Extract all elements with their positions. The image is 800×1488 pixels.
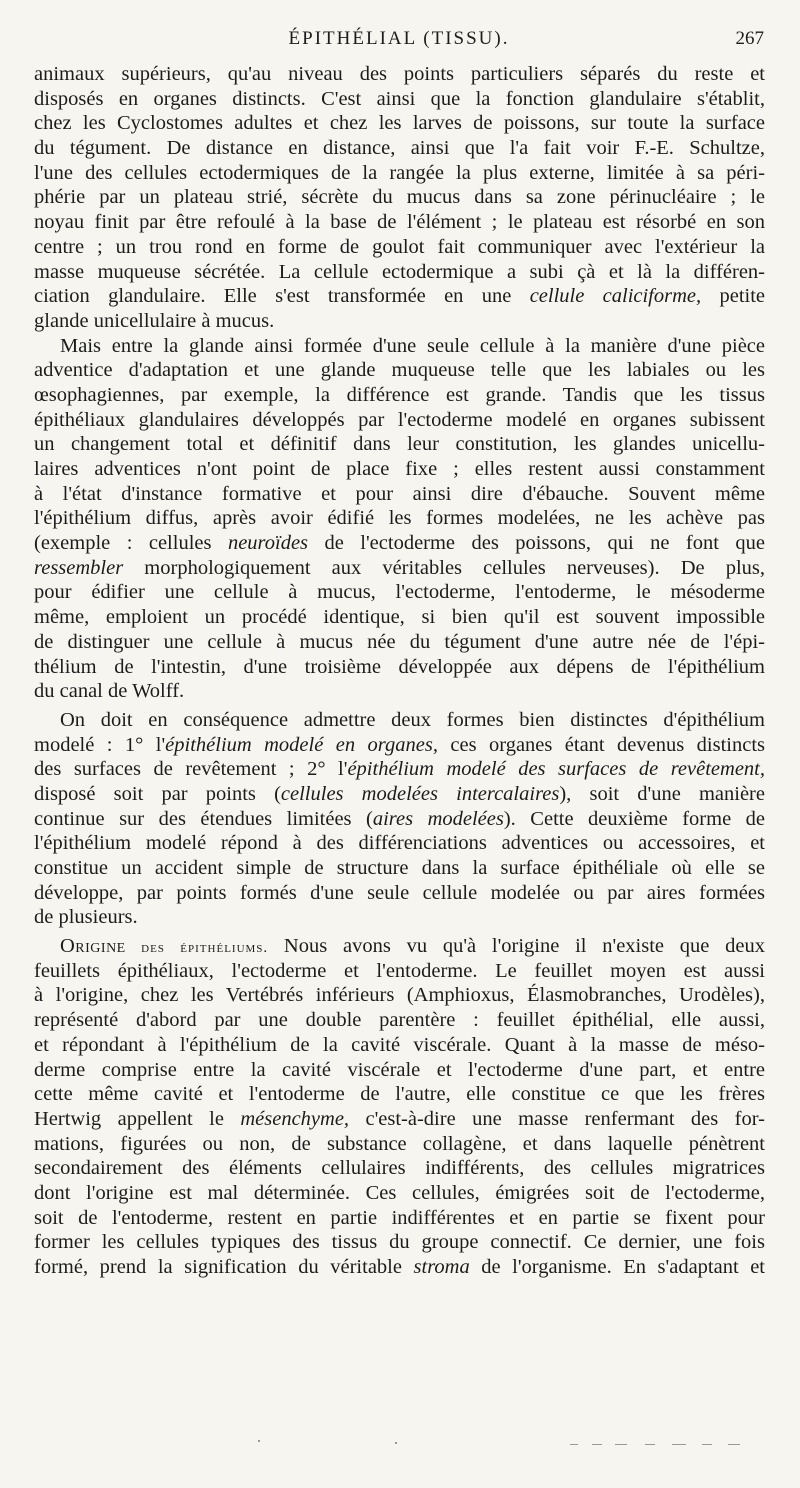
text-line bbox=[34, 733, 765, 758]
paragraph-2 bbox=[34, 334, 765, 704]
text-segment: ces organes étant devenus distincts bbox=[437, 733, 765, 756]
italic-term: stroma bbox=[413, 1256, 470, 1278]
italic-term: neuroïdes bbox=[227, 532, 309, 555]
text-line: chez les Cyclostomes adultes et chez les larves de poissons, sur toute la surface bbox=[34, 112, 765, 135]
text-line bbox=[34, 556, 765, 581]
text-segment: des surfaces de revêtement ; 2° l' bbox=[34, 758, 348, 781]
text-line: œsophagiennes, par exemple, la différence est grande. Tandis que les tissus bbox=[34, 383, 765, 406]
section-heading bbox=[60, 935, 268, 957]
section-heading-rest: des épithéliums. bbox=[125, 940, 269, 957]
text-segment: continue sur des étendues limitées ( bbox=[34, 807, 373, 830]
scan-artifacts bbox=[0, 1440, 800, 1450]
text-line bbox=[34, 807, 765, 832]
text-line: et répondant à l'épithélium de la cavité viscérale. Quant à la masse de méso- bbox=[34, 1033, 765, 1056]
italic-term: épithélium modelé des surfaces de revêtement, bbox=[347, 758, 765, 781]
text-line: représenté d'abord par une double parentère : feuillet épithélial, elle aussi, bbox=[34, 1009, 765, 1032]
text-line bbox=[34, 531, 765, 556]
text-line: derme comprise entre la cavité viscérale et l'ectoderme d'une part, et entre bbox=[34, 1058, 765, 1081]
scan-speck bbox=[395, 1442, 397, 1444]
text-segment: c'est-à-dire une masse renfermant des for- bbox=[349, 1107, 765, 1130]
text-segment: ciation glandulaire. Elle s'est transformée en une bbox=[34, 285, 530, 308]
text-segment: formé, prend la signification du véritable bbox=[34, 1256, 414, 1278]
italic-term: mésenchyme, bbox=[240, 1107, 350, 1130]
text-line bbox=[34, 1255, 765, 1280]
scan-speck bbox=[615, 1444, 627, 1445]
text-line: du tégument. De distance en distance, ainsi que l'a fait voir F.-E. Schultze, bbox=[34, 137, 765, 160]
text-line: former les cellules typiques des tissus du groupe connectif. Ce dernier, une fois bbox=[34, 1231, 765, 1254]
italic-term: ressembler bbox=[34, 556, 124, 579]
italic-term: cellule caliciforme, bbox=[529, 285, 702, 308]
text-segment: ). Cette deuxième forme de bbox=[503, 807, 766, 830]
scan-speck bbox=[258, 1440, 260, 1442]
text-line: animaux supérieurs, qu'au niveau des points particuliers séparés du reste et bbox=[34, 63, 765, 85]
scan-speck bbox=[645, 1444, 655, 1445]
text-line: mations, figurées ou non, de substance collagène, et dans laquelle pénètrent bbox=[34, 1132, 765, 1155]
text-line: de distinguer une cellule à mucus née du tégument d'une autre née de l'épi- bbox=[34, 630, 765, 653]
page-header bbox=[34, 28, 764, 58]
text-line: adventice d'adaptation et une glande muqueuse telle que les labiales ou les bbox=[34, 359, 765, 382]
paragraph-3 bbox=[34, 708, 765, 930]
text-line: à l'état d'instance formative et pour ainsi dire d'ébauche. Souvent même bbox=[34, 482, 765, 505]
text-line: développe, par points formés d'une seule cellule modelée ou par aires formées bbox=[34, 881, 765, 904]
text-line bbox=[34, 782, 765, 807]
text-line bbox=[34, 757, 765, 782]
text-segment: disposé soit par points ( bbox=[34, 782, 281, 805]
text-line bbox=[34, 1107, 765, 1132]
text-segment: de l'organisme. En s'adaptant et bbox=[469, 1256, 766, 1278]
paragraph-4 bbox=[34, 934, 765, 1280]
italic-term: cellules modelées intercalaires bbox=[280, 782, 560, 805]
text-line: un changement total et définitif dans leur constitution, les glandes unicellu- bbox=[34, 433, 765, 456]
text-segment: ), soit d'une manière bbox=[559, 782, 765, 805]
text-segment: morphologiquement aux véritables cellules nerveuses). De plus, bbox=[123, 556, 765, 579]
text-line: dont l'origine est mal déterminée. Ces cellules, émigrées soit de l'ectoderme, bbox=[34, 1181, 765, 1204]
text-line: du canal de Wolff. bbox=[34, 680, 185, 703]
text-segment: modelé : 1° l' bbox=[34, 733, 166, 756]
text-line: cette même cavité et l'entoderme de l'autre, elle constitue ce que les frères bbox=[34, 1083, 765, 1106]
page-number: 267 bbox=[735, 28, 764, 49]
text-line: masse muqueuse sécrétée. La cellule ectodermique a subi çà et là la différen- bbox=[34, 260, 765, 283]
scan-speck bbox=[728, 1444, 740, 1445]
text-segment: Nous avons vu qu'à l'origine il n'existe que deux bbox=[268, 935, 765, 958]
text-line: On doit en conséquence admettre deux formes bien distinctes d'épithélium bbox=[60, 708, 765, 731]
text-line: centre ; un trou rond en forme de goulot fait communiquer avec l'extérieur la bbox=[34, 235, 765, 258]
text-line: même, emploient un procédé identique, si bien qu'il est souvent impossible bbox=[34, 606, 765, 629]
text-line: constitue un accident simple de structure dans la surface épithéliale où elle se bbox=[34, 857, 765, 879]
section-heading-first: Origine bbox=[60, 935, 126, 958]
scan-speck bbox=[672, 1444, 686, 1445]
text-line: épithéliaux glandulaires développés par l'ectoderme modelé en organes subissent bbox=[34, 408, 765, 431]
running-title: ÉPITHÉLIAL (TISSU). bbox=[288, 28, 510, 49]
text-line: feuillets épithéliaux, l'ectoderme et l'entoderme. Le feuillet moyen est aussi bbox=[34, 959, 765, 982]
text-line: phérie par un plateau strié, sécrète du mucus dans sa zone périnucléaire ; le bbox=[34, 186, 765, 209]
text-segment: Hertwig appellent le bbox=[34, 1107, 241, 1130]
text-segment: de l'ectoderme des poissons, qui ne font que bbox=[308, 532, 765, 555]
text-line: laires adventices n'ont point de place fixe ; elles restent aussi constamment bbox=[34, 458, 765, 480]
text-line: l'une des cellules ectodermiques de la rangée la plus externe, limitée à sa péri- bbox=[34, 161, 765, 184]
paragraph-1 bbox=[34, 62, 765, 334]
body-text bbox=[34, 62, 765, 1280]
italic-term: épithélium modelé en organes, bbox=[165, 733, 438, 756]
scan-speck bbox=[570, 1444, 578, 1445]
text-line bbox=[34, 284, 765, 309]
text-line: pour édifier une cellule à mucus, l'ectoderme, l'entoderme, le mésoderme bbox=[34, 581, 765, 604]
text-line: secondairement des éléments cellulaires indifférents, des cellules migratrices bbox=[34, 1157, 765, 1180]
text-line: à l'origine, chez les Vertébrés inférieurs (Amphioxus, Élasmobranches, Urodèles), bbox=[34, 984, 765, 1007]
text-line: soit de l'entoderme, restent en partie indifférentes et en partie se fixent pour bbox=[34, 1206, 765, 1229]
text-line: l'épithélium diffus, après avoir édifié les formes modelées, ne les achève pas bbox=[34, 507, 765, 530]
text-line: noyau finit par être refoulé à la base de l'élément ; le plateau est résorbé en son bbox=[34, 211, 765, 234]
text-line: thélium de l'intestin, d'une troisième développée aux dépens de l'épithélium bbox=[34, 655, 765, 678]
text-segment: (exemple : cellules bbox=[34, 532, 228, 555]
text-line: l'épithélium modelé répond à des différenciations adventices ou accessoires, et bbox=[34, 832, 765, 855]
text-line: de plusieurs. bbox=[34, 906, 138, 929]
text-line: Mais entre la glande ainsi formée d'une seule cellule à la manière d'une pièce bbox=[60, 334, 765, 357]
text-line: glande unicellulaire à mucus. bbox=[34, 309, 275, 332]
text-line: disposés en organes distincts. C'est ainsi que la fonction glandulaire s'établit, bbox=[34, 87, 765, 110]
text-segment: petite bbox=[701, 285, 765, 308]
scan-speck bbox=[702, 1444, 712, 1445]
text-line bbox=[34, 934, 765, 959]
scan-speck bbox=[592, 1444, 602, 1445]
italic-term: aires modelées bbox=[372, 807, 504, 830]
